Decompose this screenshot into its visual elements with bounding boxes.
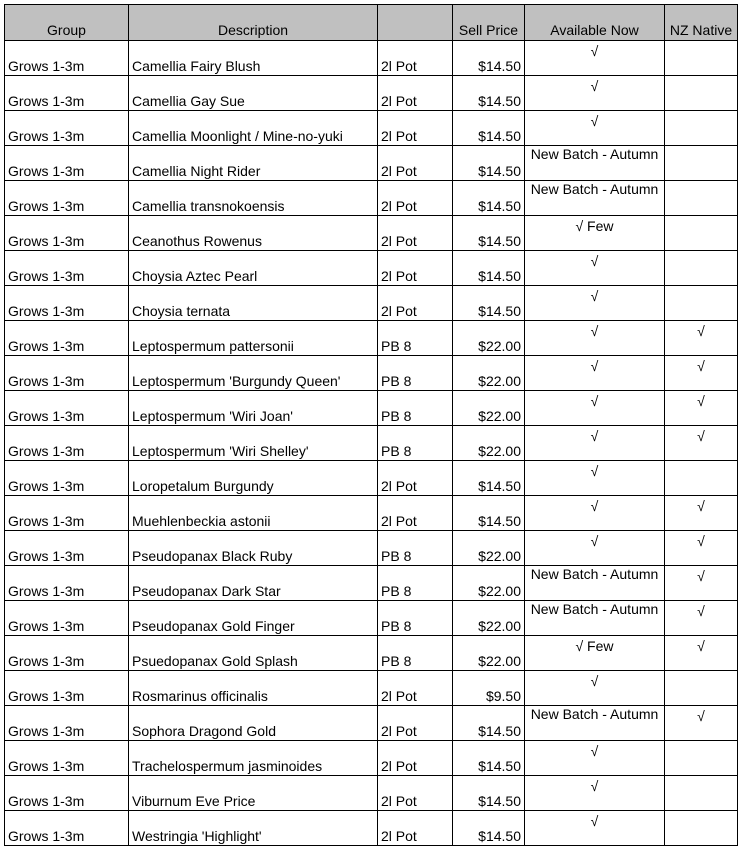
cell-description: Loropetalum Burgundy <box>129 461 378 496</box>
cell-description: Pseudopanax Dark Star <box>129 566 378 601</box>
header-group: Group <box>5 5 129 41</box>
cell-sell-price: $22.00 <box>453 356 525 391</box>
cell-nz-native <box>665 671 738 706</box>
cell-size: 2l Pot <box>378 706 453 741</box>
cell-nz-native <box>665 286 738 321</box>
table-row <box>5 146 738 181</box>
table-row <box>5 41 738 76</box>
table-row <box>5 356 738 391</box>
cell-description: Pseudopanax Gold Finger <box>129 601 378 636</box>
cell-available-now: √ <box>525 461 665 496</box>
cell-description: Sophora Dragond Gold <box>129 706 378 741</box>
table-row <box>5 76 738 111</box>
cell-nz-native: √ <box>665 636 738 671</box>
table-row <box>5 426 738 461</box>
cell-sell-price: $14.50 <box>453 496 525 531</box>
cell-group: Grows 1-3m <box>5 286 129 321</box>
cell-sell-price: $14.50 <box>453 776 525 811</box>
table-row <box>5 741 738 776</box>
table-row <box>5 671 738 706</box>
cell-nz-native <box>665 111 738 146</box>
cell-group: Grows 1-3m <box>5 706 129 741</box>
cell-available-now: √ <box>525 356 665 391</box>
cell-group: Grows 1-3m <box>5 146 129 181</box>
cell-size: PB 8 <box>378 356 453 391</box>
cell-description: Leptospermum 'Burgundy Queen' <box>129 356 378 391</box>
cell-available-now: √ <box>525 776 665 811</box>
cell-sell-price: $14.50 <box>453 76 525 111</box>
table-row <box>5 566 738 601</box>
cell-description: Muehlenbeckia astonii <box>129 496 378 531</box>
cell-group: Grows 1-3m <box>5 41 129 76</box>
cell-nz-native <box>665 461 738 496</box>
cell-description: Camellia Night Rider <box>129 146 378 181</box>
cell-available-now: √ <box>525 531 665 566</box>
cell-size: 2l Pot <box>378 181 453 216</box>
cell-sell-price: $22.00 <box>453 426 525 461</box>
price-list-sheet <box>4 4 738 846</box>
cell-size: 2l Pot <box>378 741 453 776</box>
cell-available-now: √ <box>525 811 665 846</box>
cell-sell-price: $22.00 <box>453 531 525 566</box>
cell-group: Grows 1-3m <box>5 776 129 811</box>
cell-description: Camellia Fairy Blush <box>129 41 378 76</box>
cell-size: PB 8 <box>378 426 453 461</box>
cell-nz-native <box>665 251 738 286</box>
cell-available-now: √ <box>525 671 665 706</box>
table-row <box>5 391 738 426</box>
cell-description: Viburnum Eve Price <box>129 776 378 811</box>
cell-nz-native <box>665 146 738 181</box>
cell-available-now: √ <box>525 251 665 286</box>
table-row <box>5 216 738 251</box>
header-description: Description <box>129 5 378 41</box>
cell-group: Grows 1-3m <box>5 601 129 636</box>
table-row <box>5 531 738 566</box>
cell-nz-native: √ <box>665 321 738 356</box>
cell-sell-price: $14.50 <box>453 181 525 216</box>
table-row <box>5 181 738 216</box>
cell-size: 2l Pot <box>378 776 453 811</box>
cell-sell-price: $22.00 <box>453 566 525 601</box>
cell-size: 2l Pot <box>378 41 453 76</box>
cell-nz-native: √ <box>665 601 738 636</box>
cell-group: Grows 1-3m <box>5 76 129 111</box>
cell-sell-price: $22.00 <box>453 391 525 426</box>
cell-available-now: √ <box>525 111 665 146</box>
cell-available-now: √ <box>525 496 665 531</box>
cell-group: Grows 1-3m <box>5 741 129 776</box>
cell-description: Psuedopanax Gold Splash <box>129 636 378 671</box>
header-size <box>378 5 453 41</box>
cell-size: PB 8 <box>378 391 453 426</box>
cell-available-now: √ <box>525 286 665 321</box>
table-row <box>5 286 738 321</box>
cell-sell-price: $14.50 <box>453 146 525 181</box>
cell-sell-price: $22.00 <box>453 636 525 671</box>
cell-sell-price: $14.50 <box>453 286 525 321</box>
cell-nz-native: √ <box>665 391 738 426</box>
cell-description: Rosmarinus officinalis <box>129 671 378 706</box>
cell-nz-native: √ <box>665 566 738 601</box>
cell-description: Trachelospermum jasminoides <box>129 741 378 776</box>
cell-description: Leptospermum pattersonii <box>129 321 378 356</box>
cell-available-now: New Batch - Autumn <box>525 601 665 636</box>
cell-available-now: New Batch - Autumn <box>525 566 665 601</box>
cell-group: Grows 1-3m <box>5 321 129 356</box>
table-row <box>5 251 738 286</box>
cell-description: Leptospermum 'Wiri Shelley' <box>129 426 378 461</box>
cell-group: Grows 1-3m <box>5 426 129 461</box>
cell-group: Grows 1-3m <box>5 461 129 496</box>
cell-available-now: √ <box>525 426 665 461</box>
cell-group: Grows 1-3m <box>5 671 129 706</box>
cell-sell-price: $9.50 <box>453 671 525 706</box>
cell-description: Camellia Moonlight / Mine-no-yuki <box>129 111 378 146</box>
cell-description: Choysia Aztec Pearl <box>129 251 378 286</box>
table-row <box>5 706 738 741</box>
cell-size: 2l Pot <box>378 461 453 496</box>
cell-description: Camellia Gay Sue <box>129 76 378 111</box>
cell-size: 2l Pot <box>378 146 453 181</box>
cell-nz-native: √ <box>665 426 738 461</box>
cell-description: Leptospermum 'Wiri Joan' <box>129 391 378 426</box>
table-row <box>5 496 738 531</box>
cell-available-now: √ Few <box>525 216 665 251</box>
cell-available-now: √ <box>525 321 665 356</box>
cell-nz-native: √ <box>665 496 738 531</box>
table-row <box>5 636 738 671</box>
table-row <box>5 461 738 496</box>
cell-size: 2l Pot <box>378 251 453 286</box>
cell-size: 2l Pot <box>378 111 453 146</box>
cell-size: 2l Pot <box>378 496 453 531</box>
cell-available-now: √ <box>525 391 665 426</box>
cell-sell-price: $14.50 <box>453 251 525 286</box>
cell-nz-native <box>665 216 738 251</box>
table-row <box>5 601 738 636</box>
plant-price-table <box>4 4 738 846</box>
table-row <box>5 111 738 146</box>
cell-available-now: New Batch - Autumn <box>525 181 665 216</box>
cell-available-now: √ Few <box>525 636 665 671</box>
cell-sell-price: $22.00 <box>453 321 525 356</box>
cell-group: Grows 1-3m <box>5 216 129 251</box>
cell-group: Grows 1-3m <box>5 636 129 671</box>
cell-size: PB 8 <box>378 531 453 566</box>
cell-size: 2l Pot <box>378 76 453 111</box>
cell-group: Grows 1-3m <box>5 566 129 601</box>
header-available-now: Available Now <box>525 5 665 41</box>
cell-nz-native <box>665 811 738 846</box>
cell-available-now: √ <box>525 41 665 76</box>
cell-available-now: New Batch - Autumn <box>525 706 665 741</box>
cell-size: 2l Pot <box>378 671 453 706</box>
cell-group: Grows 1-3m <box>5 251 129 286</box>
cell-group: Grows 1-3m <box>5 496 129 531</box>
header-nz-native: NZ Native <box>665 5 738 41</box>
cell-sell-price: $14.50 <box>453 216 525 251</box>
cell-size: 2l Pot <box>378 286 453 321</box>
cell-size: PB 8 <box>378 601 453 636</box>
cell-size: PB 8 <box>378 321 453 356</box>
cell-sell-price: $14.50 <box>453 111 525 146</box>
cell-nz-native <box>665 776 738 811</box>
cell-size: PB 8 <box>378 566 453 601</box>
table-row <box>5 321 738 356</box>
cell-group: Grows 1-3m <box>5 811 129 846</box>
cell-sell-price: $22.00 <box>453 601 525 636</box>
cell-size: PB 8 <box>378 636 453 671</box>
cell-description: Choysia ternata <box>129 286 378 321</box>
cell-nz-native <box>665 741 738 776</box>
cell-group: Grows 1-3m <box>5 531 129 566</box>
cell-description: Pseudopanax Black Ruby <box>129 531 378 566</box>
cell-nz-native <box>665 76 738 111</box>
cell-description: Westringia 'Highlight' <box>129 811 378 846</box>
cell-available-now: New Batch - Autumn <box>525 146 665 181</box>
cell-group: Grows 1-3m <box>5 181 129 216</box>
header-row <box>5 5 738 41</box>
table-row <box>5 776 738 811</box>
cell-sell-price: $14.50 <box>453 41 525 76</box>
cell-nz-native: √ <box>665 531 738 566</box>
table-row <box>5 811 738 846</box>
cell-sell-price: $14.50 <box>453 461 525 496</box>
cell-group: Grows 1-3m <box>5 356 129 391</box>
cell-available-now: √ <box>525 741 665 776</box>
cell-nz-native <box>665 41 738 76</box>
cell-description: Ceanothus Rowenus <box>129 216 378 251</box>
header-sell-price: Sell Price <box>453 5 525 41</box>
cell-description: Camellia transnokoensis <box>129 181 378 216</box>
cell-nz-native: √ <box>665 706 738 741</box>
cell-sell-price: $14.50 <box>453 811 525 846</box>
cell-group: Grows 1-3m <box>5 111 129 146</box>
cell-sell-price: $14.50 <box>453 706 525 741</box>
cell-available-now: √ <box>525 76 665 111</box>
cell-sell-price: $14.50 <box>453 741 525 776</box>
cell-size: 2l Pot <box>378 216 453 251</box>
cell-nz-native <box>665 181 738 216</box>
cell-size: 2l Pot <box>378 811 453 846</box>
cell-nz-native: √ <box>665 356 738 391</box>
cell-group: Grows 1-3m <box>5 391 129 426</box>
